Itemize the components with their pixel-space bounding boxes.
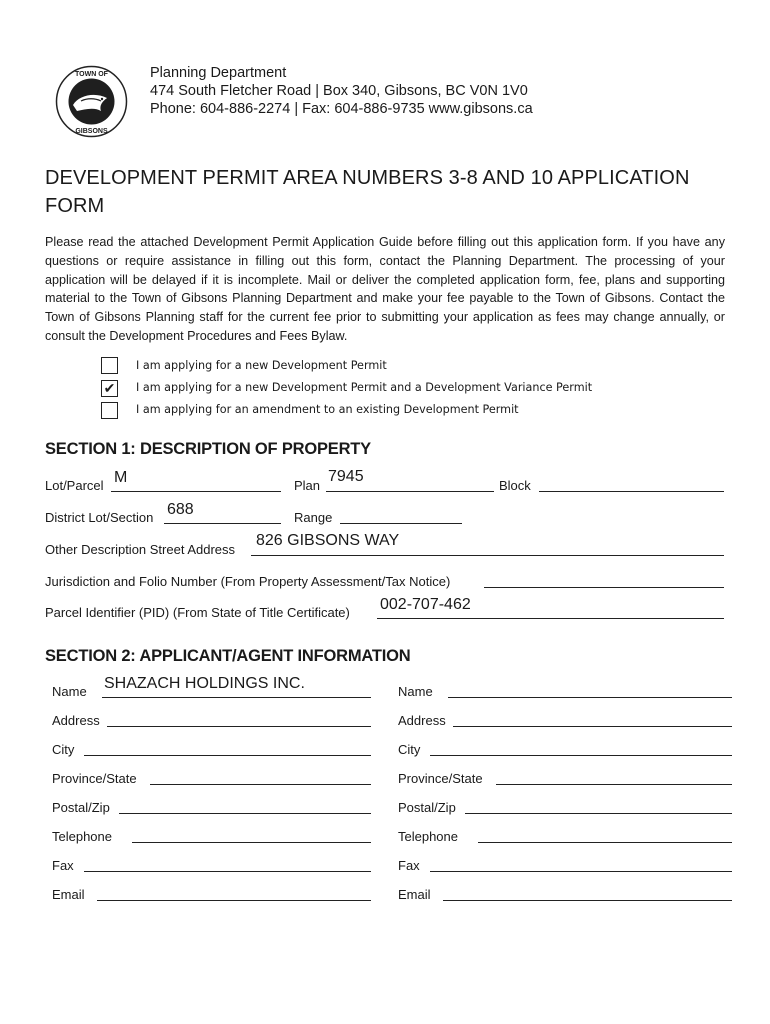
applicant-province-state-field[interactable] (150, 784, 371, 785)
applicant-telephone-label: Telephone (52, 829, 112, 844)
range-field[interactable] (340, 523, 462, 524)
applicant-email-label: Email (52, 887, 85, 902)
agent-telephone-label: Telephone (398, 829, 458, 844)
agent-address-label: Address (398, 713, 446, 728)
applicant-postal-zip-label: Postal/Zip (52, 800, 110, 815)
town-of-gibsons-logo (55, 65, 128, 138)
applicant-name-field[interactable] (102, 697, 371, 698)
agent-city-label: City (398, 742, 421, 757)
applicant-city-label: City (52, 742, 75, 757)
form-title: DEVELOPMENT PERMIT AREA NUMBERS 3-8 AND 10 APPLICATION FORM (45, 167, 690, 217)
agent-province-state-label: Province/State (398, 771, 483, 786)
applicant-name-label: Name (52, 684, 87, 699)
applicant-address-label: Address (52, 713, 100, 728)
applicant-address-field[interactable] (107, 726, 371, 727)
other-description-label: Other Description Street Address (45, 542, 236, 557)
agent-postal-zip-label: Postal/Zip (398, 800, 456, 815)
other-description-field[interactable] (251, 555, 724, 556)
pid-field[interactable] (377, 618, 724, 619)
lot-parcel-value: M (114, 469, 128, 486)
range-label: Range (294, 510, 333, 525)
logo-text-top: TOWN OF (75, 71, 108, 78)
option-dp-dvp-label: I am applying for a new Development Permit and a Development Variance Permit (136, 381, 593, 394)
lot-parcel-label: Lot/Parcel (45, 478, 104, 493)
applicant-province-state-label: Province/State (52, 771, 137, 786)
option-dp-dvp-checkbox[interactable]: ✔ (101, 380, 118, 397)
department-name: Planning Department (150, 65, 287, 81)
instructions-paragraph: Please read the attached Development Permit Application Guide before filling out this application form. If you have any questions or require assistance in filling out this form, contact the Planning Department. The processing of your application will be delayed if it is incomplete. Mail or deliver the completed application form, fee, plans and supporting material to the Town of Gibsons Planning Department and make your fee payable to the Town of Gibsons. Contact the Town of Gibsons Planning staff for the current fee prior to submitting your application as fees may change annually, or consult the Development Procedures and Fees Bylaw. (45, 235, 725, 343)
lot-parcel-field[interactable] (111, 491, 281, 492)
option-amendment-label: I am applying for an amendment to an existing Development Permit (136, 403, 519, 416)
district-lot-label: District Lot/Section (45, 510, 154, 525)
applicant-telephone-field[interactable] (132, 842, 371, 843)
block-field[interactable] (539, 491, 724, 492)
applicant-fax-field[interactable] (84, 871, 371, 872)
pid-value: 002-707-462 (380, 596, 471, 613)
district-lot-value: 688 (167, 501, 194, 518)
district-lot-field[interactable] (164, 523, 281, 524)
agent-fax-field[interactable] (430, 871, 732, 872)
jurisdiction-label: Jurisdiction and Folio Number (From Property Assessment/Tax Notice) (45, 574, 451, 589)
agent-province-state-field[interactable] (496, 784, 732, 785)
option-new-dp-label: I am applying for a new Development Permit (136, 359, 387, 372)
jurisdiction-field[interactable] (484, 587, 724, 588)
plan-field[interactable] (326, 491, 494, 492)
plan-label: Plan (294, 478, 321, 493)
other-description-value: 826 GIBSONS WAY (256, 532, 400, 549)
agent-address-field[interactable] (453, 726, 732, 727)
agent-city-field[interactable] (430, 755, 732, 756)
agent-email-field[interactable] (443, 900, 732, 901)
agent-email-label: Email (398, 887, 431, 902)
applicant-postal-zip-field[interactable] (119, 813, 371, 814)
applicant-email-field[interactable] (97, 900, 371, 901)
plan-value: 7945 (328, 468, 364, 485)
applicant-city-field[interactable] (84, 755, 371, 756)
section1-heading: SECTION 1: DESCRIPTION OF PROPERTY (45, 440, 371, 458)
department-address: 474 South Fletcher Road | Box 340, Gibsons, BC V0N 1V0 (150, 83, 528, 99)
pid-label: Parcel Identifier (PID) (From State of Title Certificate) (45, 605, 350, 620)
option-amendment-checkbox[interactable] (101, 402, 118, 419)
logo-text-bottom: GIBSONS (75, 128, 108, 135)
agent-fax-label: Fax (398, 858, 420, 873)
agent-telephone-field[interactable] (478, 842, 732, 843)
option-new-dp-checkbox[interactable] (101, 357, 118, 374)
block-label: Block (499, 478, 531, 493)
agent-postal-zip-field[interactable] (465, 813, 732, 814)
section2-heading: SECTION 2: APPLICANT/AGENT INFORMATION (45, 647, 411, 665)
department-contact: Phone: 604-886-2274 | Fax: 604-886-9735 www.gibsons.ca (150, 101, 533, 117)
agent-name-label: Name (398, 684, 433, 699)
applicant-fax-label: Fax (52, 858, 74, 873)
applicant-name-value: SHAZACH HOLDINGS INC. (104, 675, 305, 692)
agent-name-field[interactable] (448, 697, 732, 698)
